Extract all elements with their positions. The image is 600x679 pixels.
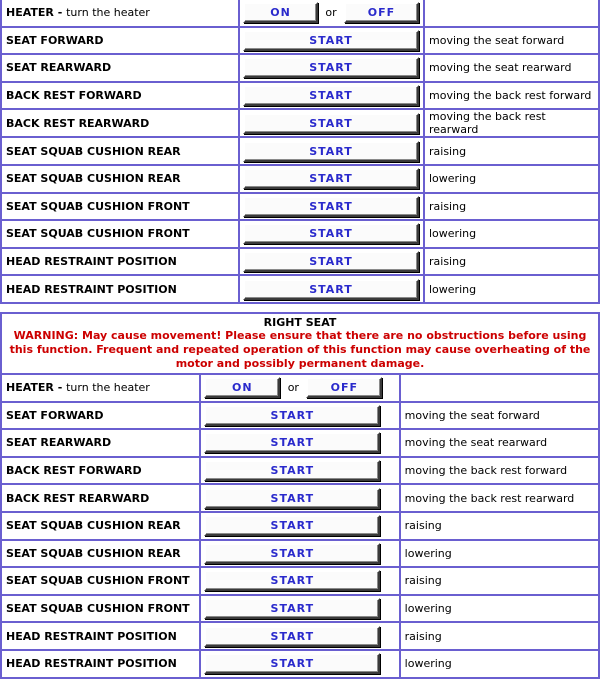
control-name: BACK REST REARWARD — [1, 109, 239, 137]
start-button-cell — [239, 54, 424, 82]
control-row — [1, 137, 599, 165]
start-button-cell — [239, 27, 424, 55]
start-button-cell — [239, 165, 424, 193]
control-description: lowering — [424, 165, 599, 193]
heater-label-cell — [1, 0, 239, 27]
control-description: moving the seat rearward — [424, 54, 599, 82]
start-button-cell — [239, 220, 424, 248]
start-button-cell — [200, 457, 399, 485]
control-description: lowering — [400, 650, 599, 678]
control-name: SEAT FORWARD — [1, 402, 200, 430]
control-description: lowering — [400, 595, 599, 623]
right-seat-controls-body — [1, 313, 599, 678]
heater-sublabel: turn the heater — [66, 381, 150, 395]
start-button-cell — [239, 275, 424, 303]
start-button[interactable]: START — [243, 223, 419, 244]
control-description: moving the seat forward — [424, 27, 599, 55]
start-button[interactable]: START — [204, 543, 380, 564]
heater-label: HEATER - — [6, 6, 63, 20]
control-description: raising — [400, 622, 599, 650]
control-description: lowering — [400, 540, 599, 568]
start-button-cell — [239, 109, 424, 137]
control-name: BACK REST REARWARD — [1, 484, 200, 512]
start-button[interactable]: START — [204, 515, 380, 536]
control-row — [1, 429, 599, 457]
control-name: SEAT SQUAB CUSHION REAR — [1, 512, 200, 540]
control-description: moving the back rest rearward — [424, 109, 599, 137]
control-name: BACK REST FORWARD — [1, 457, 200, 485]
control-description: raising — [400, 512, 599, 540]
heater-buttons-cell — [239, 0, 424, 27]
control-description: raising — [424, 248, 599, 276]
control-row — [1, 595, 599, 623]
start-button[interactable]: START — [243, 113, 419, 134]
heater-on-button[interactable]: ON — [204, 377, 280, 398]
start-button[interactable]: START — [204, 598, 380, 619]
start-button[interactable]: START — [243, 168, 419, 189]
control-description: lowering — [424, 275, 599, 303]
start-button-cell — [200, 540, 399, 568]
control-name: SEAT SQUAB CUSHION FRONT — [1, 220, 239, 248]
start-button[interactable]: START — [204, 488, 380, 509]
or-text: or — [325, 6, 337, 20]
control-name: SEAT SQUAB CUSHION FRONT — [1, 193, 239, 221]
start-button[interactable]: START — [243, 141, 419, 162]
control-row — [1, 457, 599, 485]
start-button-cell — [200, 402, 399, 430]
control-description: moving the back rest rearward — [400, 484, 599, 512]
control-description: moving the seat rearward — [400, 429, 599, 457]
control-description: lowering — [424, 220, 599, 248]
control-name: SEAT SQUAB CUSHION REAR — [1, 540, 200, 568]
heater-on-button[interactable]: ON — [243, 2, 318, 23]
control-name: HEAD RESTRAINT POSITION — [1, 248, 239, 276]
control-row — [1, 622, 599, 650]
control-name: SEAT SQUAB CUSHION FRONT — [1, 595, 200, 623]
start-button-cell — [239, 137, 424, 165]
control-description: raising — [424, 137, 599, 165]
start-button-cell — [200, 650, 399, 678]
start-button[interactable]: START — [204, 405, 380, 426]
right-seat-controls-table — [0, 312, 600, 679]
start-button[interactable]: START — [204, 626, 380, 647]
heater-sublabel: turn the heater — [66, 6, 150, 20]
heater-label-cell — [1, 374, 200, 402]
control-row — [1, 220, 599, 248]
control-row — [1, 540, 599, 568]
control-row — [1, 193, 599, 221]
right-seat-heading-row — [1, 313, 599, 374]
start-button[interactable]: START — [243, 196, 419, 217]
heater-off-button[interactable]: OFF — [306, 377, 382, 398]
start-button[interactable]: START — [204, 432, 380, 453]
control-name: SEAT SQUAB CUSHION REAR — [1, 137, 239, 165]
heater-buttons-cell — [200, 374, 399, 402]
control-row — [1, 27, 599, 55]
start-button[interactable]: START — [204, 570, 380, 591]
control-description: moving the back rest forward — [424, 82, 599, 110]
start-button-cell — [200, 484, 399, 512]
warning-text: WARNING: May cause movement! Please ensure that there are no obstructions before using this function. Frequent and repeated operation of this function may cause overheating of the motor and possibly permanent damage. — [9, 329, 591, 370]
control-description: raising — [424, 193, 599, 221]
start-button-cell — [200, 429, 399, 457]
control-name: SEAT SQUAB CUSHION FRONT — [1, 567, 200, 595]
start-button[interactable]: START — [204, 460, 380, 481]
heater-label: HEATER - — [6, 381, 63, 395]
heater-desc-cell — [400, 374, 599, 402]
right-seat-heading-cell — [1, 313, 599, 374]
heater-row — [1, 374, 599, 402]
start-button-cell — [200, 595, 399, 623]
control-row — [1, 109, 599, 137]
control-row — [1, 275, 599, 303]
left-seat-controls-table — [0, 0, 600, 304]
start-button[interactable]: START — [243, 30, 419, 51]
control-description: moving the seat forward — [400, 402, 599, 430]
control-name: SEAT REARWARD — [1, 429, 200, 457]
left-seat-controls-body — [1, 0, 599, 303]
control-name: HEAD RESTRAINT POSITION — [1, 622, 200, 650]
heater-off-button[interactable]: OFF — [344, 2, 419, 23]
control-name: SEAT REARWARD — [1, 54, 239, 82]
start-button[interactable]: START — [243, 251, 419, 272]
control-row — [1, 484, 599, 512]
control-row — [1, 82, 599, 110]
start-button-cell — [200, 622, 399, 650]
control-row — [1, 650, 599, 678]
start-button[interactable]: START — [243, 85, 419, 106]
control-name: HEAD RESTRAINT POSITION — [1, 275, 239, 303]
control-description: moving the back rest forward — [400, 457, 599, 485]
heater-desc-cell — [424, 0, 599, 27]
control-description: raising — [400, 567, 599, 595]
control-row — [1, 567, 599, 595]
start-button[interactable]: START — [243, 279, 419, 300]
right-seat-title: RIGHT SEAT — [263, 316, 337, 329]
or-text: or — [287, 381, 299, 395]
control-row — [1, 512, 599, 540]
heater-row — [1, 0, 599, 27]
start-button-cell — [200, 567, 399, 595]
control-name: SEAT SQUAB CUSHION REAR — [1, 165, 239, 193]
control-row — [1, 248, 599, 276]
control-row — [1, 402, 599, 430]
start-button-cell — [239, 193, 424, 221]
control-row — [1, 165, 599, 193]
control-name: BACK REST FORWARD — [1, 82, 239, 110]
control-name: HEAD RESTRAINT POSITION — [1, 650, 200, 678]
start-button-cell — [200, 512, 399, 540]
control-row — [1, 54, 599, 82]
start-button[interactable]: START — [204, 653, 380, 674]
start-button[interactable]: START — [243, 57, 419, 78]
control-name: SEAT FORWARD — [1, 27, 239, 55]
start-button-cell — [239, 248, 424, 276]
start-button-cell — [239, 82, 424, 110]
